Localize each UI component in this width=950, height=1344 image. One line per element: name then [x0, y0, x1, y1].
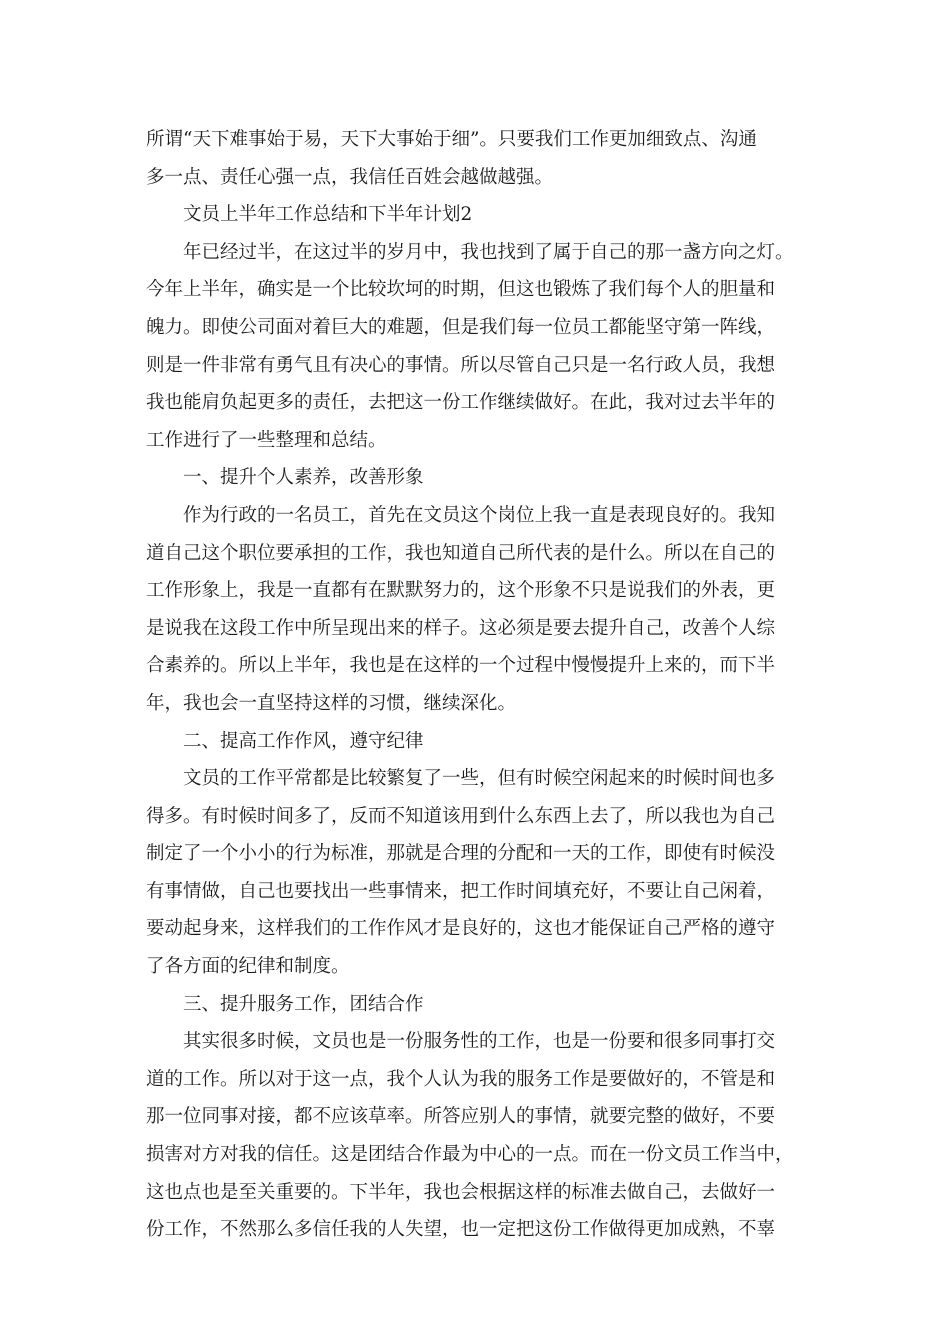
section-heading: 一、提升个人素养，改善形象 [183, 467, 424, 489]
text-line: 多一点、责任心强一点，我信任百姓会越做越强。 [146, 166, 554, 188]
text-line: 今年上半年，确实是一个比较坎坷的时期，但这也锻炼了我们每个人的胆量和 [146, 279, 776, 301]
text-line: 年，我也会一直坚持这样的习惯，继续深化。 [146, 692, 517, 714]
text-line: 损害对方对我的信任。这是团结合作最为中心的一点。而在一份文员工作当中， [146, 1144, 794, 1166]
text-line: 制定了一个小小的行为标准，那就是合理的分配和一天的工作，即使有时候没 [146, 843, 776, 865]
text-line: 份工作，不然那么多信任我的人失望，也一定把这份工作做得更加成熟，不辜 [146, 1219, 776, 1241]
text-line: 则是一件非常有勇气且有决心的事情。所以尽管自己只是一名行政人员，我想 [146, 354, 776, 376]
text-line: 年已经过半，在这过半的岁月中，我也找到了属于自己的那一盏方向之灯。 [183, 241, 794, 263]
text-line: 其实很多时候，文员也是一份服务性的工作，也是一份要和很多同事打交 [183, 1031, 776, 1053]
text-line: 是说我在这段工作中所呈现出来的样子。这必须是要去提升自己，改善个人综 [146, 617, 776, 639]
text-line: 工作形象上，我是一直都有在默默努力的，这个形象不只是说我们的外表，更 [146, 580, 776, 602]
text-line: 我也能肩负起更多的责任，去把这一份工作继续做好。在此，我对过去半年的 [146, 392, 776, 414]
section-heading: 文员上半年工作总结和下半年计划2 [183, 204, 473, 226]
text-line: 得多。有时候时间多了，反而不知道该用到什么东西上去了，所以我也为自己 [146, 805, 776, 827]
text-line: 文员的工作平常都是比较繁复了一些，但有时候空闲起来的时候时间也多 [183, 768, 776, 790]
text-line: 合素养的。所以上半年，我也是在这样的一个过程中慢慢提升上来的，而下半 [146, 655, 776, 677]
text-line: 道的工作。所以对于这一点，我个人认为我的服务工作是要做好的，不管是和 [146, 1068, 776, 1090]
document-body [146, 121, 806, 1249]
text-line: 那一位同事对接，都不应该草率。所答应别人的事情，就要完整的做好，不要 [146, 1106, 776, 1128]
text-line: 魄力。即使公司面对着巨大的难题，但是我们每一位员工都能坚守第一阵线， [146, 316, 776, 338]
text-line: 要动起身来，这样我们的工作作风才是良好的，这也才能保证自己严格的遵守 [146, 918, 776, 940]
section-heading: 三、提升服务工作，团结合作 [183, 993, 424, 1015]
text-line: 工作进行了一些整理和总结。 [146, 429, 387, 451]
text-line: 道自己这个职位要承担的工作，我也知道自己所代表的是什么。所以在自己的 [146, 542, 776, 564]
text-line: 了各方面的纪律和制度。 [146, 956, 350, 978]
text-line: 所谓“天下难事始于易，天下大事始于细”。只要我们工作更加细致点、沟通 [146, 129, 757, 150]
text-line: 作为行政的一名员工，首先在文员这个岗位上我一直是表现良好的。我知 [183, 504, 776, 526]
text-line: 有事情做，自己也要找出一些事情来，把工作时间填充好，不要让自己闲着， [146, 880, 776, 902]
section-heading: 二、提高工作作风，遵守纪律 [183, 730, 424, 752]
text-line: 这也点也是至关重要的。下半年，我也会根据这样的标准去做自己，去做好一 [146, 1181, 776, 1203]
